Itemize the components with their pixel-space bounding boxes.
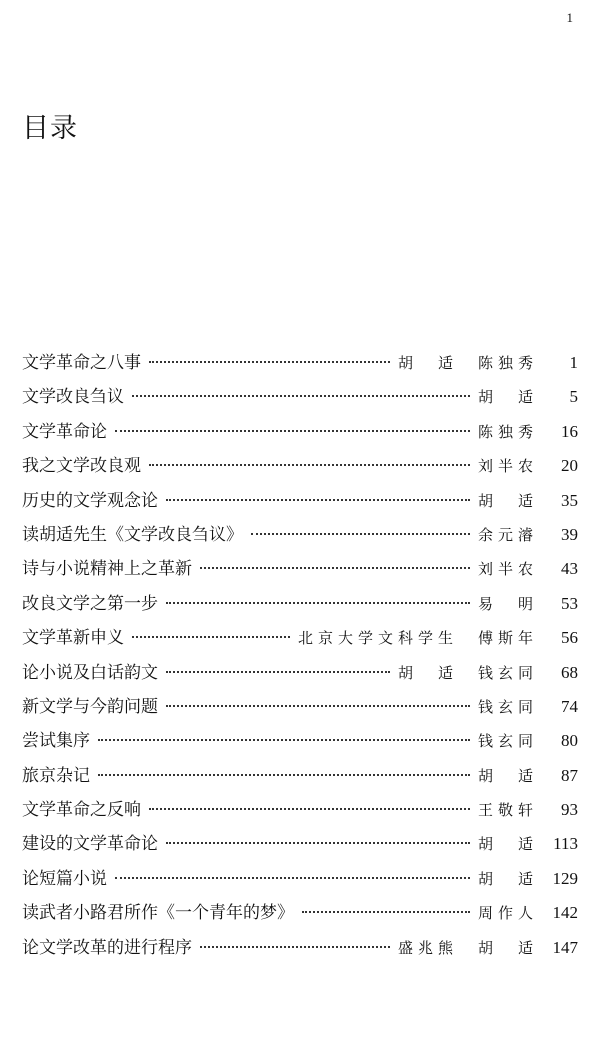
toc-entry-author: 胡 适 [477,766,538,785]
toc-entry-author: 盛兆熊 胡 适 [397,938,538,957]
toc-entry[interactable] [22,724,578,758]
toc-entry-page: 129 [552,868,578,888]
dot-leader [251,533,470,535]
table-of-contents [22,346,578,965]
toc-entry-author: 胡 适 [477,835,538,854]
toc-entry-page: 1 [569,353,578,372]
toc-entry-author: 刘半农 [477,457,538,476]
toc-entry-title: 新文学与今韵问题 [22,696,158,717]
toc-entry[interactable] [22,621,578,655]
toc-entry-title: 论小说及白话韵文 [22,662,158,683]
toc-entry-page: 80 [561,731,578,751]
toc-entry-author: 易 明 [477,594,538,613]
dot-leader [115,430,470,432]
toc-entry[interactable] [22,793,578,827]
toc-entry[interactable] [22,484,578,518]
toc-entry-title: 论短篇小说 [22,868,107,889]
toc-entry[interactable] [22,690,578,724]
toc-entry-author: 北京大学文科学生 傅斯年 [297,629,538,648]
page-number: 1 [566,10,573,25]
toc-entry-page: 39 [561,524,578,544]
toc-entry[interactable] [22,931,578,965]
toc-entry-page: 5 [569,387,578,407]
toc-entry-author: 刘半农 [477,560,538,579]
toc-entry[interactable] [22,518,578,552]
toc-entry-page: 142 [552,903,578,923]
toc-entry-title: 文学革命论 [22,421,107,442]
toc-entry-page: 87 [561,765,578,785]
toc-entry-title: 我之文学改良观 [22,456,141,477]
dot-leader [166,705,470,707]
toc-entry-title: 文学改良刍议 [22,387,124,408]
toc-entry[interactable] [22,415,578,449]
toc-entry-author: 胡 适 [477,491,538,510]
page-title: 目录 [22,113,78,144]
dot-leader [166,602,470,604]
toc-entry-author: 胡 适 陈独秀 [397,354,538,372]
toc-entry-author: 钱玄同 [477,697,538,716]
dot-leader [115,877,470,879]
dot-leader [132,395,470,397]
dot-leader [166,671,390,673]
toc-entry-author: 胡 适 [477,869,538,888]
toc-entry-title: 改良文学之第一步 [22,593,158,614]
toc-entry-page: 113 [553,834,578,854]
toc-entry-author: 王敬轩 [477,801,538,820]
toc-entry-title: 尝试集序 [22,731,90,752]
dot-leader [98,739,470,741]
toc-entry[interactable] [22,656,578,690]
dot-leader [200,567,470,569]
toc-entry-title: 文学革命之反响 [22,800,141,821]
toc-entry-page: 74 [561,696,578,716]
toc-entry[interactable] [22,552,578,586]
dot-leader [200,946,390,948]
dot-leader [132,636,290,638]
toc-entry-author: 余元濬 [477,525,538,544]
toc-entry-page: 20 [561,456,578,476]
toc-entry-page: 16 [561,421,578,441]
toc-entry-page: 68 [561,662,578,682]
toc-entry-page: 43 [561,559,578,579]
toc-entry[interactable] [22,380,578,414]
dot-leader [149,361,390,363]
toc-entry-page: 93 [561,800,578,820]
toc-entry[interactable] [22,896,578,930]
toc-entry-title: 论文学改革的进行程序 [22,937,192,958]
toc-entry-page: 56 [561,628,578,648]
toc-entry-title: 旅京杂记 [22,765,90,786]
dot-leader [98,774,470,776]
dot-leader [166,499,470,501]
toc-entry-title: 建设的文学革命论 [22,834,158,855]
toc-entry-title: 读武者小路君所作《一个青年的梦》 [22,903,294,924]
dot-leader [149,808,470,810]
toc-entry[interactable] [22,346,578,380]
toc-entry[interactable] [22,587,578,621]
toc-entry-author: 周作人 [477,904,538,923]
toc-entry-title: 文学革新申义 [22,628,124,649]
dot-leader [302,911,470,913]
toc-entry[interactable] [22,759,578,793]
toc-entry-page: 147 [552,937,578,957]
toc-entry-title: 历史的文学观念论 [22,490,158,511]
dot-leader [166,842,470,844]
dot-leader [149,464,470,466]
toc-entry-author: 陈独秀 [477,422,538,441]
toc-entry[interactable] [22,862,578,896]
toc-entry-title: 诗与小说精神上之革新 [22,559,192,580]
toc-entry[interactable] [22,449,578,483]
toc-entry[interactable] [22,827,578,861]
toc-entry-title: 读胡适先生《文学改良刍议》 [22,524,243,545]
toc-entry-author: 胡 适 [477,388,538,407]
toc-entry-page: 53 [561,593,578,613]
toc-entry-author: 钱玄同 [477,732,538,751]
toc-entry-author: 胡 适 钱玄同 [397,663,538,682]
toc-entry-page: 35 [561,490,578,510]
toc-entry-title: 文学革命之八事 [22,353,141,373]
